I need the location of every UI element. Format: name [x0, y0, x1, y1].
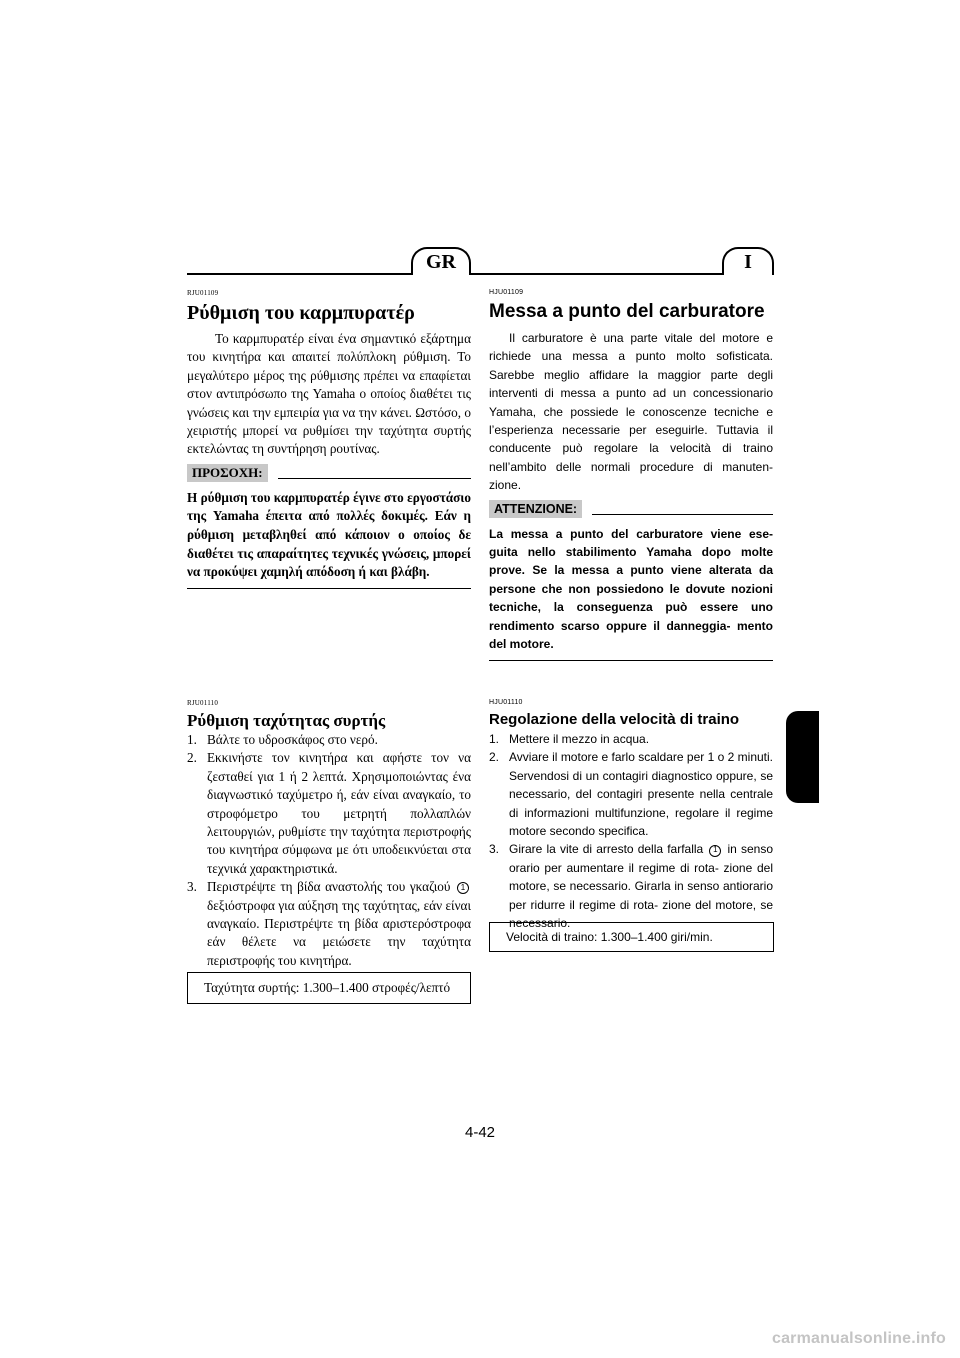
step-text: Avviare il motore e farlo scaldare per 1 o 2 minuti. Servendosi di un contagiri diagnostico oppure, se necessario, del contagiri presente nella centrale di informazioni multifunzione, regolare il regime motore secondo specifica. — [509, 750, 773, 839]
caution-text: Η ρύθμιση του καρμπυρατέρ έγινε στο εργοστάσιο της Yamaha έπειτα από πολλές δοκιμές. Εάν η ρύθμιση μεταβληθεί από κάποιον ο οποίος δε διαθέτει τις απαραίτητες τεχνικές γνώσεις, μπορεί να προκύψει χαμηλή απόδοση ή και βλάβη. — [187, 489, 471, 580]
trolling-speed-spec: Velocità di traino: 1.300–1.400 giri/min. — [489, 922, 774, 952]
trolling-speed-spec: Ταχύτητα συρτής: 1.300–1.400 στροφές/λεπτό — [187, 972, 471, 1004]
caution-rule — [592, 514, 773, 515]
lang-tab-italian: I — [722, 247, 774, 275]
caution-rule — [278, 478, 471, 479]
it-carburetor-section — [489, 289, 773, 661]
section-body: Το καρμπυρατέρ είναι ένα σημαντικό εξάρτημα του κινητήρα και απαιτεί πολύπλοκη ρύθμιση. Το μεγαλύτερο μέρος της ρύθμισης πρέπει να επαφίεται στον αντιπρόσωπο της Yamaha ο οποίος διαθέτει τις γνώσεις και την εμπειρία για να την κάνει. Ωστόσο, ο χειριστής μπορεί να ρυθμίσει την ταχύτητα συρτής εκτελώντας τη συντήρηση ρουτίνας. — [187, 331, 471, 457]
step-item — [489, 730, 773, 748]
section-title: Messa a punto del carburatore — [489, 301, 765, 322]
step-item — [489, 840, 773, 932]
caution-end-rule — [187, 588, 471, 589]
caution-text: La messa a punto del carburatore viene ese- guita nello stabilimento Yamaha dopo molte prove. Se la messa a punto viene alterata da persone che non possiedono le dovute nozioni tecniche, la conseguenza può essere uno rendimento scarso oppure il danneggia- mento del motore. — [489, 526, 773, 652]
step-item — [187, 749, 471, 878]
chapter-thumb-tab — [786, 711, 819, 803]
step-number: 1. — [489, 732, 500, 746]
step-list — [187, 731, 471, 970]
step-number: 3. — [187, 879, 197, 895]
lang-tab-greek: GR — [411, 247, 471, 275]
caution-header — [489, 499, 773, 519]
section-title: Ρύθμιση ταχύτητας συρτής — [187, 711, 386, 730]
gr-carburetor-section — [187, 289, 471, 589]
section-code: HJU01110 — [489, 699, 523, 706]
callout-1-icon: 1 — [709, 845, 721, 857]
caution-header — [187, 463, 471, 483]
section-body: Il carburatore è una parte vitale del motore e richiede una messa a punto molto sofisticata. Sarebbe meglio affidare la maggior parte degli interventi di messa a punto ad un concessionario Yamaha, che possiede le conoscenze tecniche e l’esperienza necessarie per eseguirle. Tuttavia il conducente può regolare la velocità di traino nell’ambito delle normali procedure di manuten- zione. — [489, 331, 773, 493]
header-rule — [187, 273, 774, 275]
gr-trolling-section — [187, 699, 471, 970]
step-text: Girare la vite di arresto della farfalla 1 in senso orario per aumentare il regime di rota- zione del motore, se necessario. Girarla in senso antiorario per ridurre il regime di rota- zione del motore, se necessario. — [509, 842, 773, 931]
step-number: 3. — [489, 842, 500, 857]
site-watermark: carmanualsonline.info — [771, 1330, 946, 1347]
step-text: Βάλτε το υδροσκάφος στο νερό. — [207, 732, 378, 747]
caution-label: ΠΡΟΣΟΧΗ: — [187, 464, 268, 482]
section-code: RJU01110 — [187, 699, 219, 707]
step-text: Περιστρέψτε τη βίδα αναστολής του γκαζιού 1 δεξιόστροφα για αύξηση της ταχύτητας, εάν είναι αναγκαίο. Περιστρέψτε τη βίδα αριστερόστροφα εάν θέλετε να μειώσετε την ταχύτητα περιστροφής του κινητήρα. — [207, 879, 471, 968]
callout-1-icon: 1 — [457, 882, 469, 894]
caution-label: ATTENZIONE: — [489, 500, 582, 518]
step-item — [489, 748, 773, 840]
step-item — [187, 878, 471, 970]
section-code: RJU01109 — [187, 289, 219, 297]
section-code: HJU01109 — [489, 289, 524, 296]
section-title: Ρύθμιση του καρμπυρατέρ — [187, 302, 415, 324]
step-text: Εκκινήστε τον κινητήρα και αφήστε τον να ζεσταθεί για 1 ή 2 λεπτά. Χρησιμοποιώντας ένα διαγνωστικό ταχύμετρο ή, εάν είναι αναγκαίο, το στροφόμετρο του μετρητή πολλαπλών λειτουργιών, ρυθμίστε την ταχύτητα περιστροφής του κινητήρα σύμφωνα με ότι υποδεικνύεται στα τεχνικά χαρακτηριστικά. — [207, 750, 471, 876]
caution-end-rule — [489, 660, 773, 661]
step-number: 2. — [489, 750, 500, 765]
step-list — [489, 730, 773, 932]
it-trolling-section — [489, 699, 773, 932]
step-number: 2. — [187, 750, 197, 766]
page-number: 4-42 — [464, 1124, 496, 1141]
step-item — [187, 731, 471, 749]
section-title: Regolazione della velocità di traino — [489, 711, 740, 728]
step-text: Mettere il mezzo in acqua. — [509, 732, 650, 746]
step-number: 1. — [187, 732, 197, 747]
